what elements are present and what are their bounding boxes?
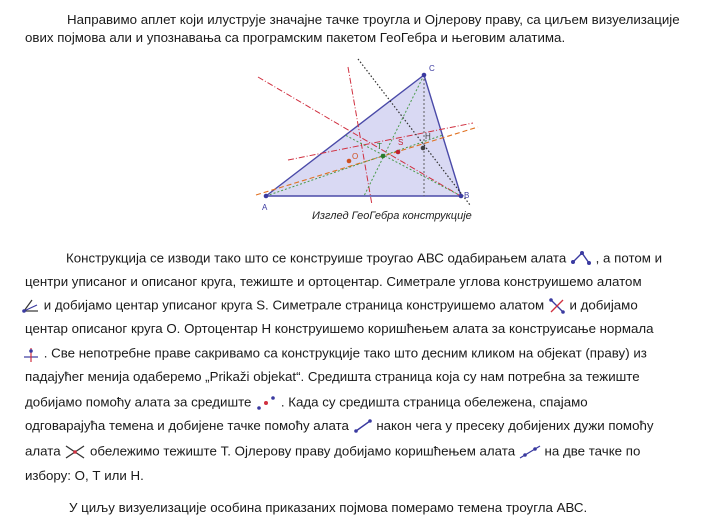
label-t: T xyxy=(377,142,382,151)
body-line-3 xyxy=(22,297,638,315)
body-line-9c: на две тачке по xyxy=(544,443,641,459)
body-line-8a: одговарајућа темена и добијене тачке помоћу алата xyxy=(25,418,349,433)
midpoint-tool-icon xyxy=(255,394,277,412)
body-line-7b: . Када су средишта страница обележена, спајамо xyxy=(280,394,588,410)
body-line-9b: обележимо тежиште Т. Ојлерову праву добијамо коришћењем алата xyxy=(90,443,516,459)
label-o: O xyxy=(352,152,359,161)
body-line-1a: Конструкција се изводи тако што се конструише троугао АВС одабирањем алата xyxy=(66,250,567,266)
body-line-6: падајућег менија одаберемо „Prikaži objekat“. Средишта страница која су нам потребна за тежиште xyxy=(25,369,640,384)
point-a xyxy=(264,194,269,199)
label-h: H xyxy=(425,132,431,141)
triangle-abc xyxy=(266,75,461,196)
intro-line-1: Направимо аплет који илуструје значајне тачке троугла и Ојлерову праву, са циљем визуелизације xyxy=(67,12,680,27)
body-line-9 xyxy=(25,443,640,461)
final-line: У циљу визуелизације особина приказаних појмова померамо темена троугла АВС. xyxy=(69,500,588,515)
body-line-7a: добијамо помоћу алата за средиште xyxy=(25,394,252,410)
body-line-8 xyxy=(25,418,654,434)
body-line-5-text: . Све непотребне праве сакривамо са конструкције тако што десним кликом на објекат (праву) из xyxy=(43,345,647,361)
angle-bisector-tool-icon xyxy=(22,297,40,315)
label-a: A xyxy=(262,203,268,212)
perpendicular-line-tool-icon xyxy=(22,345,40,363)
intro-line-2: ових појмова али и упознавања са програмским пакетом ГеоГебра и његовим алатима. xyxy=(25,30,566,45)
body-line-5 xyxy=(22,345,647,363)
segment-tool-icon xyxy=(353,418,373,434)
perpendicular-bisector-tool-icon xyxy=(548,297,566,315)
geogebra-figure xyxy=(248,55,488,215)
label-c: C xyxy=(429,64,435,73)
line-tool-icon xyxy=(519,444,541,460)
body-line-3a: и добијамо центар уписаног круга S. Симетрале страница конструишемо алатом xyxy=(43,297,545,313)
body-line-9a: алата xyxy=(25,443,61,459)
body-line-7 xyxy=(25,394,588,412)
point-c xyxy=(422,73,427,78)
body-line-2: центри уписаног и описаног круга, тежиште и ортоцентар. Симетрале углова конструишемо алатом xyxy=(25,274,642,289)
point-b xyxy=(459,194,464,199)
point-s xyxy=(396,150,401,155)
body-line-8b: након чега у пресеку добијених дужи помоћу xyxy=(376,418,654,433)
label-s: S xyxy=(398,138,404,147)
point-o xyxy=(347,159,352,164)
intersect-tool-icon xyxy=(64,443,86,461)
figure-caption: Изглед ГеоГебра конструкције xyxy=(312,210,472,222)
body-line-1b: , а потом и xyxy=(595,250,663,266)
point-t xyxy=(381,154,386,159)
label-b: B xyxy=(464,191,470,200)
polygon-tool-icon xyxy=(570,250,592,268)
body-line-10: избору: О, Т или Н. xyxy=(25,468,144,483)
body-line-1 xyxy=(66,250,662,268)
body-line-3b: и добијамо xyxy=(569,297,638,313)
point-h xyxy=(421,146,426,151)
body-line-4: центар описаног круга О. Ортоцентар Н конструишемо коришћењем алата за конструисање нормала xyxy=(25,321,654,336)
